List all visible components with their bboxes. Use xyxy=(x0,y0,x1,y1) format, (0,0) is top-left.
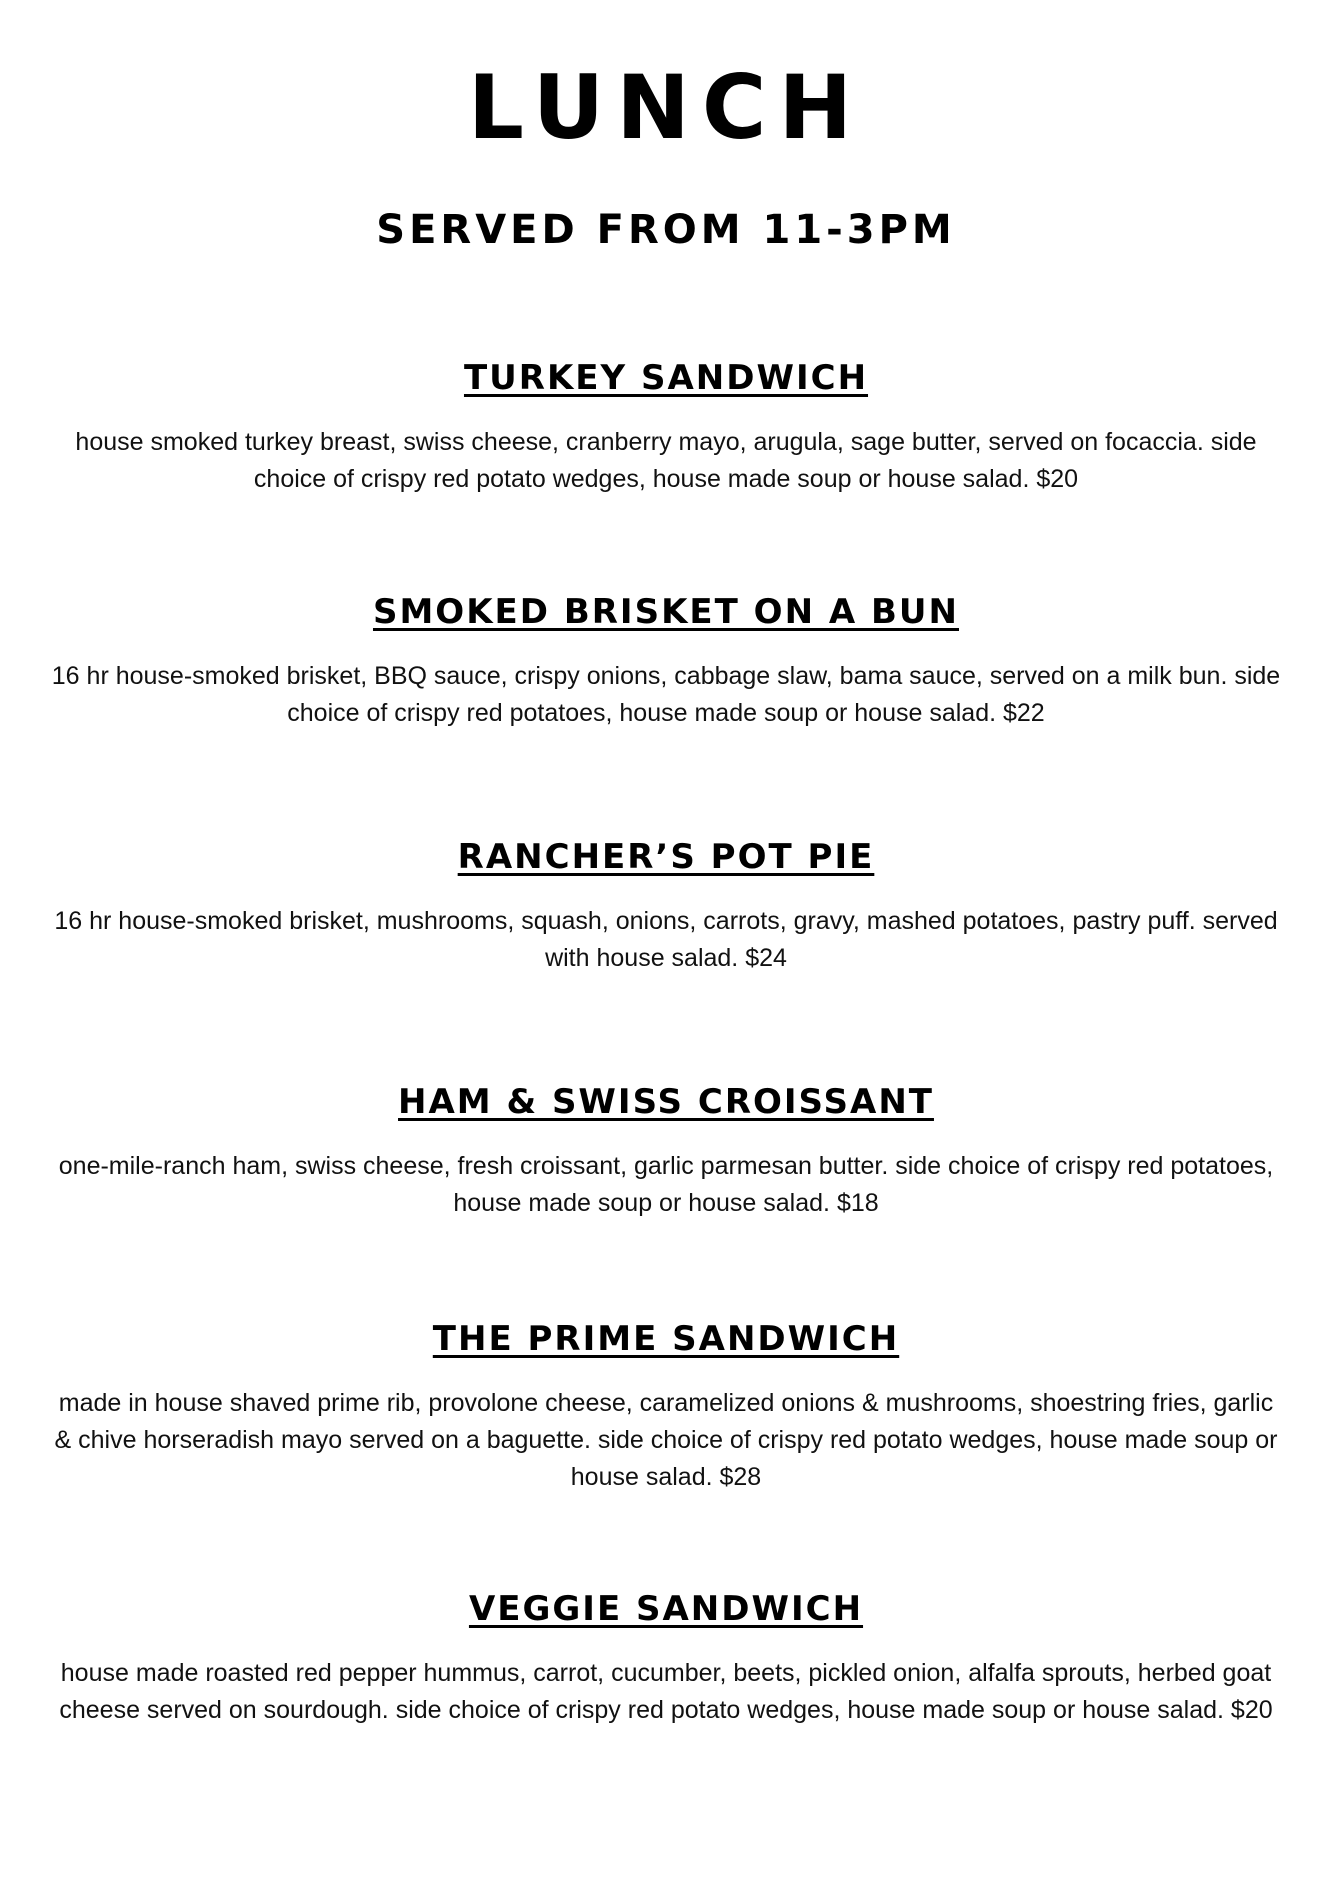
menu-title: LUNCH xyxy=(467,56,865,159)
menu-item-name: SMOKED BRISKET ON A BUN xyxy=(372,592,959,632)
menu-item-description: made in house shaved prime rib, provolone cheese, caramelized onions & mushrooms, shoestring fries, garlic & chive horseradish mayo served on a baguette. side choice of crispy red potato wedges, house made soup or house salad. $28 xyxy=(54,1389,1278,1491)
menu-item-description: house made roasted red pepper hummus, carrot, cucumber, beets, pickled onion, alfalfa sprouts, herbed goat cheese served on sourdough. side choice of crispy red potato wedges, house made soup or house salad. $20 xyxy=(59,1659,1273,1724)
menu-item-description: 16 hr house-smoked brisket, BBQ sauce, crispy onions, cabbage slaw, bama sauce, served on a milk bun. side choice of crispy red potatoes, house made soup or house salad. $22 xyxy=(51,662,1281,727)
menu-item-name: RANCHER’S POT PIE xyxy=(457,837,875,877)
menu-item-turkey-sandwich xyxy=(50,356,1282,498)
menu-item-description: 16 hr house-smoked brisket, mushrooms, squash, onions, carrots, gravy, mashed potatoes, pastry puff. served with house salad. $24 xyxy=(54,907,1278,972)
menu-item-prime-sandwich xyxy=(50,1317,1282,1496)
menu-item-name: THE PRIME SANDWICH xyxy=(432,1319,900,1359)
menu-item-name: TURKEY SANDWICH xyxy=(463,358,869,398)
menu-item-smoked-brisket xyxy=(50,590,1282,732)
menu-item-description: one-mile-ranch ham, swiss cheese, fresh croissant, garlic parmesan butter. side choice of crispy red potatoes, house made soup or house salad. $18 xyxy=(58,1152,1274,1217)
menu-item-name: VEGGIE SANDWICH xyxy=(468,1589,864,1629)
menu-item-description: house smoked turkey breast, swiss cheese, cranberry mayo, arugula, sage butter, served on focaccia. side choice of crispy red potato wedges, house made soup or house salad. $20 xyxy=(75,428,1257,493)
menu-item-veggie-sandwich xyxy=(50,1587,1282,1729)
menu-item-ham-swiss-croissant xyxy=(50,1080,1282,1222)
menu-subtitle: SERVED FROM 11-3PM xyxy=(376,207,956,253)
menu-item-ranchers-pot-pie xyxy=(50,835,1282,977)
menu-item-name: HAM & SWISS CROISSANT xyxy=(398,1082,934,1122)
